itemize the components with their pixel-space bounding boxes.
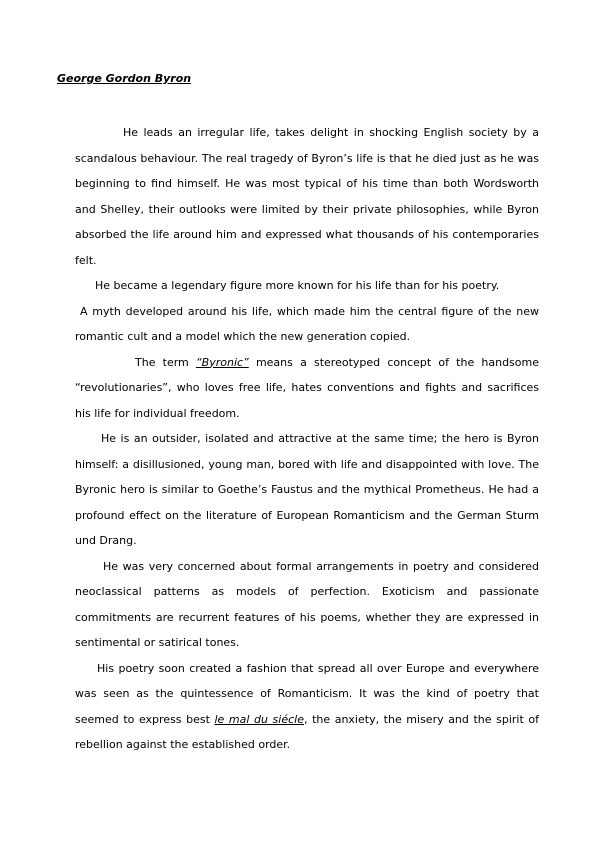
paragraph-outsider-hero: He is an outsider, isolated and attractive at the same time; the hero is Byron himself: a disillusioned, young man, bored with life and disappointed with love. The Byronic hero is similar to Goethe’s Faustus and the mythical Prometheus. He had a profound effect on the literature of European Romanticism and the German Sturm und Drang. [75, 432, 539, 547]
byronic-term-emphasis: “Byronic” [195, 355, 249, 369]
paragraph-byronic-term [75, 350, 539, 427]
mal-du-siecle-emphasis: le mal du siécle [214, 712, 304, 726]
paragraph-legendary-figure: He became a legendary figure more known for his life than for his poetry. [95, 279, 500, 292]
paragraph-poetry-fashion-before: His poetry soon created a fashion that spread all over Europe and everywhere was seen as the quintessence of Romanticism. It was the kind of poetry that seemed to express best [75, 661, 539, 726]
paragraph-formal-arrangements: He was very concerned about formal arrangements in poetry and considered neoclassical patterns as models of perfection. Exoticism and passionate commitments are recurrent features of his poems, whether they are expressed in sentimental or satirical tones. [75, 559, 539, 649]
paragraph-poetry-fashion-after: , the anxiety, the misery and the spirit of rebellion against the established order. [75, 712, 539, 751]
paragraph-poetry-fashion [75, 656, 539, 758]
document-body [75, 120, 539, 758]
paragraph-byronic-term-before: The term [135, 355, 196, 369]
paragraph-irregular-life: He leads an irregular life, takes delight in shocking English society by a scandalous behaviour. The real tragedy of Byron’s life is that he died just as he was beginning to find himself. He was most typical of his time than both Wordsworth and Shelley, their outlooks were limited by their private philosophies, while Byron absorbed the life around him and expressed what thousands of his contemporaries felt. [75, 126, 539, 267]
document-title: George Gordon Byron [57, 72, 192, 85]
paragraph-myth: A myth developed around his life, which made him the central figure of the new romantic cult and a model which the new generation copied. [75, 304, 539, 343]
paragraph-byronic-term-after: means a stereotyped concept of the handsome “revolutionaries”, who loves free life, hates conventions and fights and sacrifices his life for individual freedom. [75, 355, 540, 420]
